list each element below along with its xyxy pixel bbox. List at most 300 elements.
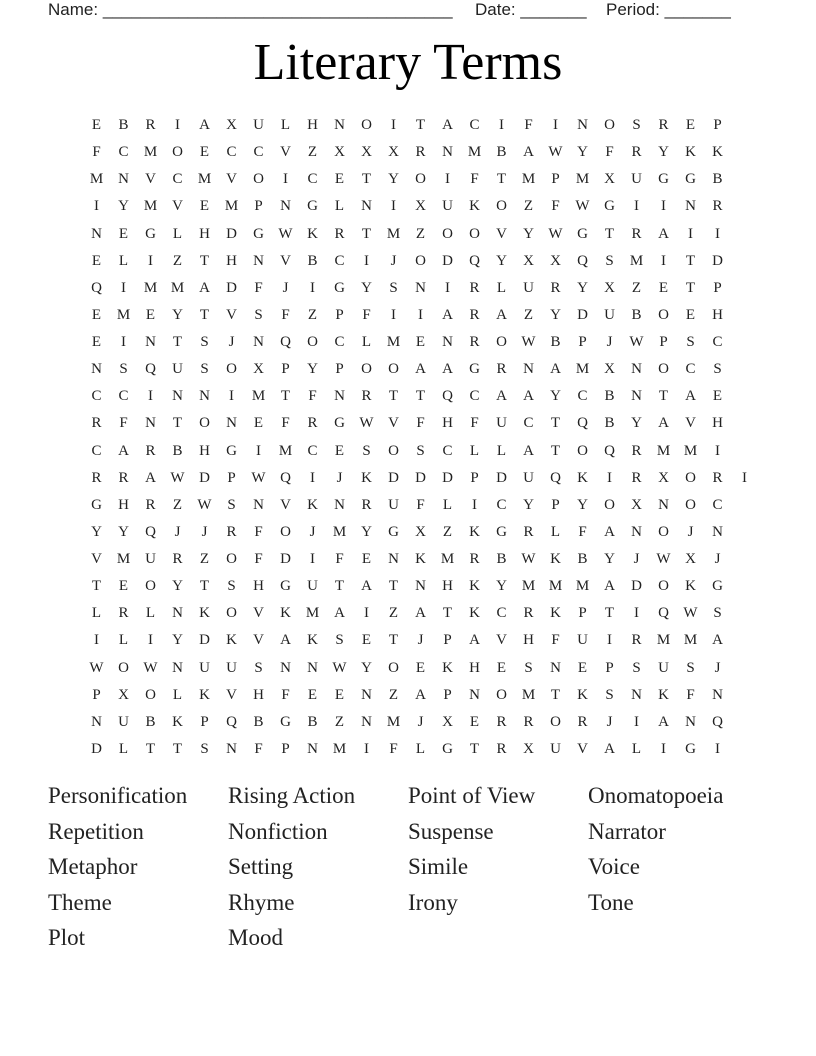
- grid-letter: W: [251, 469, 266, 486]
- grid-letter: A: [469, 632, 480, 649]
- grid-letter: Q: [280, 334, 291, 351]
- grid-letter: E: [91, 252, 102, 269]
- grid-letter: F: [524, 117, 533, 134]
- grid-letter: M: [143, 144, 158, 161]
- grid-letter: P: [713, 279, 722, 296]
- grid-letter: F: [92, 144, 101, 161]
- grid-letter: F: [254, 523, 263, 540]
- grid-letter: H: [226, 252, 237, 269]
- grid-letter: I: [445, 279, 450, 296]
- grid-letter: R: [712, 469, 723, 486]
- grid-letter: D: [226, 279, 237, 296]
- grid-letter: K: [361, 469, 372, 486]
- grid-letter: F: [254, 551, 263, 568]
- grid-letter: H: [118, 496, 129, 513]
- grid-letter: V: [280, 496, 291, 513]
- grid-letter: U: [604, 306, 615, 323]
- grid-letter: N: [172, 605, 183, 622]
- grid-letter: J: [714, 551, 721, 568]
- grid-letter: Y: [604, 551, 615, 568]
- grid-letter: C: [469, 117, 480, 134]
- grid-letter: A: [523, 144, 534, 161]
- grid-letter: O: [388, 659, 399, 676]
- grid-letter: X: [631, 496, 642, 513]
- grid-letter: R: [118, 605, 129, 622]
- grid-letter: N: [199, 388, 210, 405]
- grid-cell-empty: [731, 546, 758, 573]
- grid-letter: O: [604, 496, 615, 513]
- grid-letter: P: [92, 686, 101, 703]
- grid-letter: F: [416, 415, 425, 432]
- grid-letter: W: [548, 144, 563, 161]
- grid-cell-empty: [731, 655, 758, 682]
- grid-letter: C: [307, 171, 318, 188]
- grid-letter: D: [442, 469, 453, 486]
- grid-letter: L: [118, 740, 129, 757]
- grid-letter: X: [604, 361, 615, 378]
- grid-letter: M: [116, 306, 131, 323]
- grid-letter: X: [253, 361, 264, 378]
- grid-letter: Y: [361, 523, 372, 540]
- grid-letter: Z: [172, 252, 183, 269]
- grid-letter: M: [629, 252, 644, 269]
- grid-letter: A: [712, 632, 723, 649]
- word-bank-item: Nonfiction: [228, 818, 328, 844]
- grid-letter: C: [91, 388, 102, 405]
- grid-letter: M: [89, 171, 104, 188]
- grid-letter: N: [280, 659, 291, 676]
- grid-letter: L: [631, 740, 642, 757]
- grid-letter: J: [633, 551, 640, 568]
- grid-letter: G: [577, 225, 588, 242]
- grid-letter: I: [715, 225, 720, 242]
- grid-letter: I: [310, 279, 315, 296]
- grid-letter: O: [388, 442, 399, 459]
- grid-letter: E: [145, 306, 156, 323]
- grid-letter: M: [143, 198, 158, 215]
- grid-letter: E: [361, 632, 372, 649]
- grid-letter: K: [469, 605, 480, 622]
- grid-letter: T: [685, 252, 696, 269]
- grid-letter: L: [334, 198, 345, 215]
- grid-letter: G: [280, 578, 291, 595]
- grid-letter: N: [712, 686, 723, 703]
- grid-letter: H: [307, 117, 318, 134]
- grid-letter: M: [386, 713, 401, 730]
- grid-letter: I: [418, 306, 423, 323]
- grid-letter: M: [467, 144, 482, 161]
- grid-letter: E: [253, 415, 264, 432]
- grid-letter: O: [253, 171, 264, 188]
- grid-letter: I: [391, 306, 396, 323]
- grid-letter: Z: [523, 198, 534, 215]
- grid-letter: N: [307, 659, 318, 676]
- grid-letter: T: [415, 117, 426, 134]
- date-label: Date:: [475, 0, 516, 19]
- grid-letter: I: [229, 388, 234, 405]
- grid-letter: W: [548, 225, 563, 242]
- grid-letter: N: [145, 415, 156, 432]
- grid-letter: N: [334, 496, 345, 513]
- grid-letter: P: [200, 713, 209, 730]
- grid-letter: H: [253, 578, 264, 595]
- grid-letter: B: [145, 713, 156, 730]
- grid-letter: V: [685, 415, 696, 432]
- grid-letter: A: [604, 523, 615, 540]
- grid-letter: B: [307, 713, 318, 730]
- grid-letter: G: [469, 361, 480, 378]
- grid-letter: O: [415, 252, 426, 269]
- grid-letter: U: [388, 496, 399, 513]
- grid-cell-empty: [731, 709, 758, 736]
- grid-letter: Q: [442, 388, 453, 405]
- grid-letter: G: [604, 198, 615, 215]
- grid-letter: Y: [550, 306, 561, 323]
- grid-letter: G: [712, 578, 723, 595]
- grid-letter: O: [496, 198, 507, 215]
- grid-letter: X: [442, 713, 453, 730]
- grid-letter: K: [550, 551, 561, 568]
- grid-letter: T: [334, 578, 345, 595]
- grid-letter: V: [226, 306, 237, 323]
- grid-letter: T: [388, 578, 399, 595]
- grid-letter: Y: [550, 388, 561, 405]
- word-search-grid: [83, 112, 758, 763]
- grid-letter: N: [172, 388, 183, 405]
- grid-letter: K: [172, 713, 183, 730]
- grid-cell-empty: [731, 410, 758, 437]
- grid-letter: C: [172, 171, 183, 188]
- grid-letter: I: [688, 225, 693, 242]
- grid-letter: Y: [172, 578, 183, 595]
- grid-letter: X: [604, 171, 615, 188]
- grid-letter: V: [226, 171, 237, 188]
- grid-letter: V: [280, 144, 291, 161]
- grid-letter: I: [391, 198, 396, 215]
- grid-letter: A: [334, 605, 345, 622]
- grid-letter: Z: [307, 306, 318, 323]
- grid-letter: T: [145, 740, 156, 757]
- grid-cell-empty: [731, 139, 758, 166]
- grid-letter: B: [496, 551, 507, 568]
- grid-letter: U: [523, 279, 534, 296]
- grid-letter: O: [658, 361, 669, 378]
- grid-letter: K: [307, 496, 318, 513]
- grid-letter: W: [575, 198, 590, 215]
- grid-letter: G: [253, 225, 264, 242]
- grid-letter: C: [685, 361, 696, 378]
- grid-letter: J: [417, 713, 424, 730]
- grid-letter: I: [445, 171, 450, 188]
- grid-letter: I: [121, 279, 126, 296]
- grid-letter: I: [94, 632, 99, 649]
- grid-letter: Z: [172, 496, 183, 513]
- grid-letter: N: [361, 198, 372, 215]
- grid-letter: K: [199, 686, 210, 703]
- grid-letter: Q: [469, 252, 480, 269]
- grid-letter: U: [442, 198, 453, 215]
- grid-letter: F: [119, 415, 128, 432]
- grid-letter: T: [361, 171, 372, 188]
- grid-letter: O: [199, 415, 210, 432]
- grid-letter: A: [415, 605, 426, 622]
- grid-letter: M: [656, 442, 671, 459]
- grid-letter: E: [469, 713, 480, 730]
- grid-letter: O: [550, 713, 561, 730]
- grid-letter: W: [683, 605, 698, 622]
- grid-letter: N: [469, 686, 480, 703]
- grid-letter: O: [658, 306, 669, 323]
- grid-letter: K: [280, 605, 291, 622]
- grid-letter: A: [442, 117, 453, 134]
- word-bank-item: Plot: [48, 925, 86, 950]
- grid-letter: R: [631, 632, 642, 649]
- grid-letter: M: [224, 198, 239, 215]
- grid-cell-empty: [731, 275, 758, 302]
- grid-letter: F: [686, 686, 695, 703]
- grid-letter: T: [550, 686, 561, 703]
- grid-letter: R: [550, 279, 561, 296]
- grid-letter: C: [253, 144, 264, 161]
- grid-letter: O: [658, 523, 669, 540]
- grid-letter: X: [226, 117, 237, 134]
- grid-letter: P: [605, 659, 614, 676]
- grid-letter: A: [604, 578, 615, 595]
- grid-letter: K: [685, 144, 696, 161]
- grid-letter: S: [362, 442, 371, 459]
- grid-letter: R: [145, 117, 156, 134]
- grid-letter: A: [523, 388, 534, 405]
- grid-letter: Y: [523, 225, 534, 242]
- grid-letter: C: [442, 442, 453, 459]
- grid-letter: X: [361, 144, 372, 161]
- grid-letter: U: [145, 551, 156, 568]
- grid-letter: Y: [118, 523, 129, 540]
- grid-letter: V: [145, 171, 156, 188]
- grid-letter: R: [226, 523, 237, 540]
- grid-letter: Y: [361, 659, 372, 676]
- name-field: [48, 0, 453, 20]
- grid-letter: L: [118, 632, 129, 649]
- grid-letter: S: [686, 659, 695, 676]
- grid-letter: H: [253, 686, 264, 703]
- grid-letter: S: [605, 252, 614, 269]
- grid-letter: D: [226, 225, 237, 242]
- grid-letter: N: [442, 144, 453, 161]
- grid-letter: T: [280, 388, 291, 405]
- grid-letter: G: [334, 415, 345, 432]
- grid-letter: T: [496, 171, 507, 188]
- grid-letter: T: [199, 252, 210, 269]
- grid-letter: F: [605, 144, 614, 161]
- grid-cell-empty: [731, 383, 758, 410]
- grid-letter: U: [226, 659, 237, 676]
- grid-letter: H: [469, 659, 480, 676]
- grid-letter: O: [226, 361, 237, 378]
- grid-letter: U: [253, 117, 264, 134]
- grid-letter: N: [442, 334, 453, 351]
- grid-letter: T: [388, 388, 399, 405]
- grid-letter: Q: [145, 361, 156, 378]
- grid-letter: T: [199, 306, 210, 323]
- grid-letter: H: [523, 632, 534, 649]
- grid-letter: Q: [280, 469, 291, 486]
- grid-letter: J: [336, 469, 343, 486]
- grid-letter: Y: [577, 279, 588, 296]
- grid-letter: F: [254, 740, 263, 757]
- grid-letter: P: [281, 740, 290, 757]
- grid-letter: M: [143, 279, 158, 296]
- grid-letter: Y: [577, 496, 588, 513]
- grid-letter: E: [334, 686, 345, 703]
- grid-letter: O: [118, 659, 129, 676]
- grid-letter: O: [442, 225, 453, 242]
- grid-letter: U: [172, 361, 183, 378]
- grid-letter: Y: [388, 171, 399, 188]
- grid-letter: I: [148, 632, 153, 649]
- grid-letter: D: [280, 551, 291, 568]
- grid-letter: I: [634, 198, 639, 215]
- grid-letter: M: [278, 442, 293, 459]
- grid-letter: N: [361, 686, 372, 703]
- grid-letter: T: [388, 632, 399, 649]
- grid-letter: N: [253, 496, 264, 513]
- grid-letter: N: [685, 198, 696, 215]
- grid-letter: N: [658, 496, 669, 513]
- grid-letter: H: [712, 306, 723, 323]
- grid-letter: G: [307, 198, 318, 215]
- grid-letter: B: [307, 252, 318, 269]
- grid-letter: S: [713, 605, 722, 622]
- grid-letter: Q: [226, 713, 237, 730]
- grid-letter: N: [523, 361, 534, 378]
- grid-letter: F: [254, 279, 263, 296]
- grid-letter: E: [577, 659, 588, 676]
- grid-letter: N: [415, 578, 426, 595]
- word-bank-item: Rising Action: [228, 783, 356, 808]
- grid-letter: C: [469, 388, 480, 405]
- grid-letter: M: [521, 171, 536, 188]
- grid-letter: T: [604, 225, 615, 242]
- grid-letter: A: [118, 442, 129, 459]
- grid-letter: N: [172, 659, 183, 676]
- date-blank: _______: [520, 0, 587, 19]
- grid-letter: J: [606, 334, 613, 351]
- grid-letter: K: [577, 686, 588, 703]
- grid-letter: O: [226, 551, 237, 568]
- grid-letter: R: [145, 496, 156, 513]
- grid-letter: P: [281, 361, 290, 378]
- grid-letter: B: [550, 334, 561, 351]
- grid-letter: K: [199, 605, 210, 622]
- grid-letter: O: [145, 578, 156, 595]
- grid-letter: W: [332, 659, 347, 676]
- grid-letter: R: [469, 279, 480, 296]
- grid-cell-empty: [731, 112, 758, 139]
- grid-letter: A: [415, 361, 426, 378]
- grid-letter: P: [578, 605, 587, 622]
- grid-letter: L: [145, 605, 156, 622]
- grid-letter: N: [577, 117, 588, 134]
- word-bank-item: Point of View: [408, 783, 536, 808]
- grid-cell-empty: [731, 166, 758, 193]
- grid-letter: W: [521, 551, 536, 568]
- grid-letter: R: [91, 469, 102, 486]
- grid-letter: T: [172, 334, 183, 351]
- grid-letter: Y: [118, 198, 129, 215]
- grid-letter: Z: [199, 551, 210, 568]
- grid-cell-empty: [731, 600, 758, 627]
- grid-letter: R: [523, 523, 534, 540]
- name-blank: _____________________________________: [102, 0, 453, 19]
- grid-letter: O: [604, 117, 615, 134]
- grid-letter: F: [416, 496, 425, 513]
- word-bank-item: Metaphor: [48, 854, 138, 879]
- grid-letter: M: [251, 388, 266, 405]
- grid-letter: G: [91, 496, 102, 513]
- grid-letter: I: [661, 198, 666, 215]
- grid-letter: I: [607, 632, 612, 649]
- grid-letter: O: [361, 117, 372, 134]
- grid-letter: B: [253, 713, 264, 730]
- grid-letter: W: [89, 659, 104, 676]
- grid-letter: B: [604, 415, 615, 432]
- grid-letter: D: [199, 469, 210, 486]
- grid-letter: R: [334, 225, 345, 242]
- grid-cell-empty: [731, 492, 758, 519]
- grid-letter: N: [631, 361, 642, 378]
- grid-letter: R: [631, 144, 642, 161]
- page-title: Literary Terms: [253, 34, 563, 91]
- grid-letter: N: [280, 198, 291, 215]
- grid-letter: N: [712, 523, 723, 540]
- grid-letter: K: [469, 578, 480, 595]
- grid-letter: F: [389, 740, 398, 757]
- grid-letter: A: [280, 632, 291, 649]
- grid-letter: H: [442, 415, 453, 432]
- grid-letter: O: [469, 225, 480, 242]
- grid-letter: O: [496, 334, 507, 351]
- grid-letter: Q: [577, 252, 588, 269]
- grid-letter: E: [361, 551, 372, 568]
- grid-letter: L: [280, 117, 291, 134]
- grid-letter: A: [361, 578, 372, 595]
- grid-letter: I: [634, 713, 639, 730]
- grid-letter: S: [200, 334, 209, 351]
- grid-letter: J: [201, 523, 208, 540]
- grid-letter: I: [607, 469, 612, 486]
- period-label: Period:: [606, 0, 660, 19]
- grid-letter: Q: [604, 442, 615, 459]
- grid-letter: V: [496, 225, 507, 242]
- grid-letter: J: [687, 523, 694, 540]
- grid-letter: C: [118, 144, 129, 161]
- grid-cell-empty: [731, 519, 758, 546]
- grid-letter: R: [496, 713, 507, 730]
- grid-letter: Z: [523, 306, 534, 323]
- grid-letter: V: [172, 198, 183, 215]
- grid-letter: N: [334, 117, 345, 134]
- grid-letter: B: [172, 442, 183, 459]
- grid-letter: Z: [307, 144, 318, 161]
- grid-letter: Y: [172, 306, 183, 323]
- grid-letter: D: [442, 252, 453, 269]
- grid-letter: R: [415, 144, 426, 161]
- grid-letter: S: [254, 306, 263, 323]
- grid-letter: K: [469, 523, 480, 540]
- grid-letter: E: [91, 334, 102, 351]
- grid-letter: I: [715, 442, 720, 459]
